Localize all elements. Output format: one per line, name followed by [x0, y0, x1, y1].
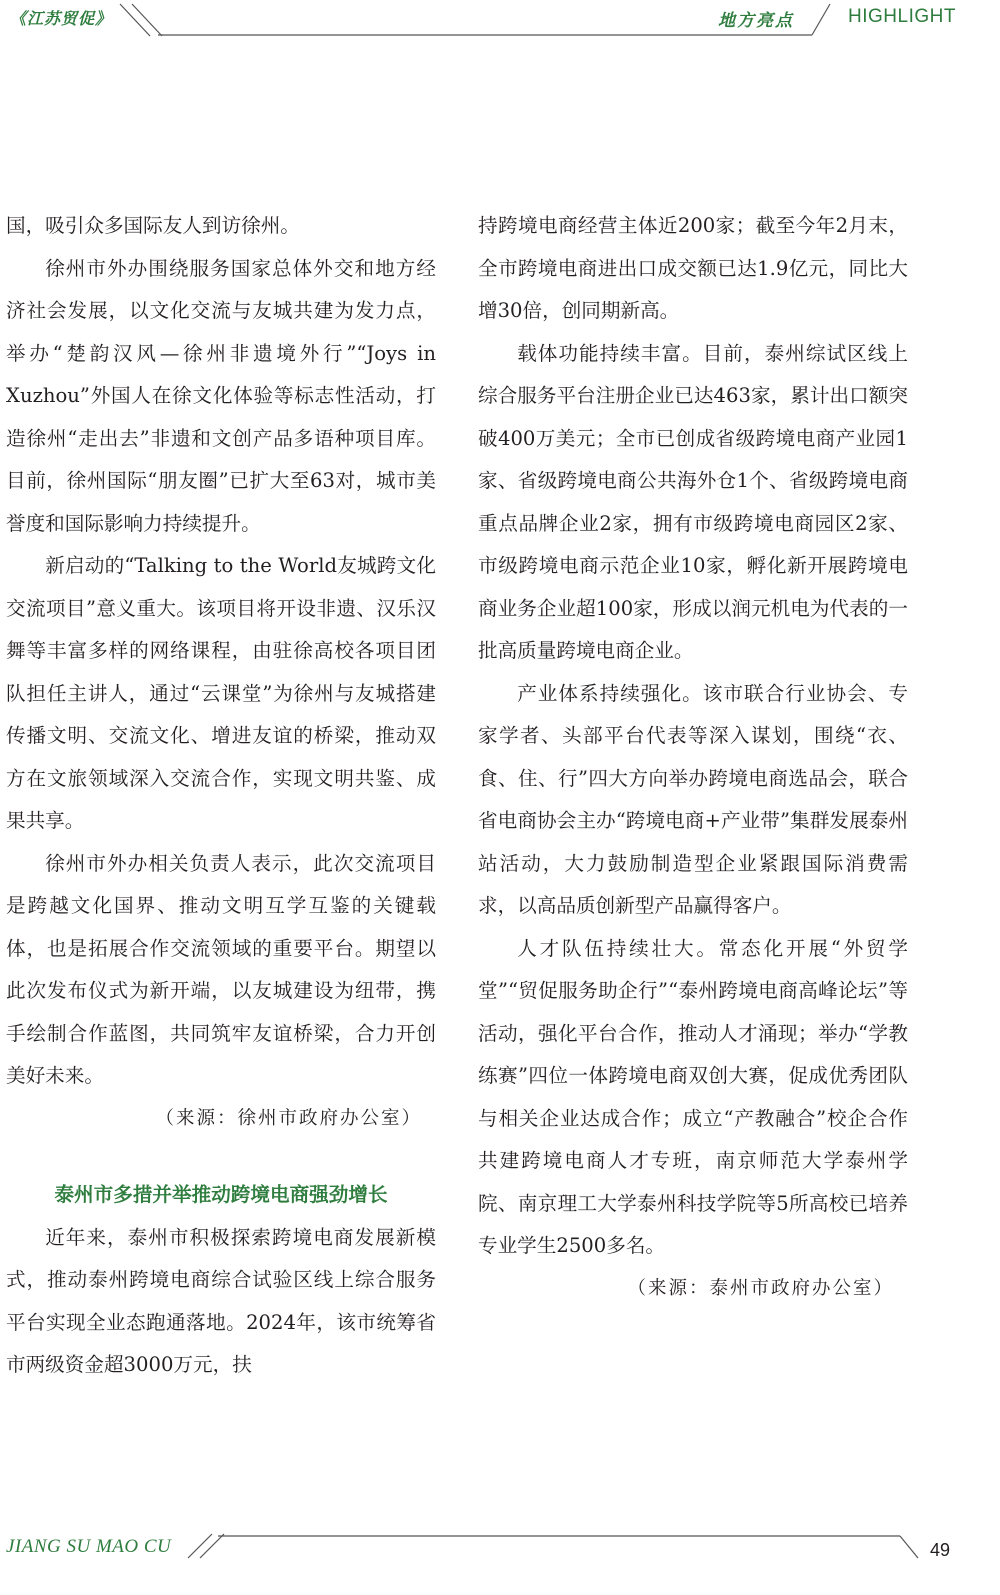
paragraph: 新启动的“Talking to the World友城跨文化交流项目”意义重大。该项目将开设非遗、汉乐汉舞等丰富多样的网络课程，由驻徐高校各项目团队担任主讲人，通过“云课堂”为徐州与友城搭建传播文明、交流文化、增进友谊的桥梁，推动双方在文旅领域深入交流合作，实现文明共鉴、成果共享。 — [6, 554, 436, 832]
paragraph: 近年来，泰州市积极探索跨境电商发展新模式，推动泰州跨境电商综合试验区线上综合服务平台实现全业态跑通落地。2024年，该市统筹省市两级资金超3000万元，扶 — [6, 1225, 436, 1376]
paragraph: 徐州市外办围绕服务国家总体外交和地方经济社会发展，以文化交流与友城共建为发力点，举办“楚韵汉风—徐州非遗境外行”“Joys in Xuzhou”外国人在徐文化体验等标志性活动，打造徐州“走出去”非遗和文创产品多语种项目库。目前，徐州国际“朋友圈”已扩大至63对，城市美誉度和国际影响力持续提升。 — [6, 256, 436, 535]
article-title: 泰州市多措并举推动跨境电商强劲增长 — [54, 1183, 388, 1206]
left-column — [6, 205, 436, 1387]
section-title: 地方亮点 — [718, 11, 794, 31]
paragraph: 持跨境电商经营主体近200家；截至今年2月末，全市跨境电商进出口成交额已达1.9亿元，同比大增30倍，创同期新高。 — [478, 214, 908, 322]
paragraph: 国，吸引众多国际友人到访徐州。 — [6, 214, 300, 237]
paragraph: 徐州市外办相关负责人表示，此次交流项目是跨越文化国界、推动文明互学互鉴的关键载体，也是拓展合作交流领域的重要平台。期望以此次发布仪式为新开端，以友城建设为纽带，携手绘制合作蓝图，共同筑牢友谊桥梁，合力开创美好未来。 — [6, 851, 436, 1087]
footer-magazine-name: JIANG SU MAO CU — [6, 1536, 172, 1557]
section-tag: HIGHLIGHT — [848, 6, 956, 27]
page-header — [0, 0, 1000, 40]
source-note: （来源：徐州市政府办公室） — [155, 1107, 422, 1129]
paragraph: 载体功能持续丰富。目前，泰州综试区线上综合服务平台注册企业已达463家，累计出口额突破400万美元；全市已创成省级跨境电商产业园1家、省级跨境电商公共海外仓1个、省级跨境电商重点品牌企业2家，拥有市级跨境电商园区2家、市级跨境电商示范企业10家，孵化新开展跨境电商业务企业超100家，形成以润元机电为代表的一批高质量跨境电商企业。 — [478, 341, 908, 662]
right-column — [478, 205, 908, 1310]
magazine-title: 《江苏贸促》 — [10, 9, 113, 28]
paragraph: 人才队伍持续壮大。常态化开展“外贸学堂”“贸促服务助企行”“泰州跨境电商高峰论坛”等活动，强化平台合作，推动人才涌现；举办“学教练赛”四位一体跨境电商双创大赛，促成优秀团队与相关企业达成合作；成立“产教融合”校企合作共建跨境电商人才专班，南京师范大学泰州学院、南京理工大学泰州科技学院等5所高校已培养专业学生2500多名。 — [478, 936, 908, 1257]
page-number: 49 — [930, 1540, 951, 1560]
spacer — [6, 1140, 436, 1174]
source-note: （来源：泰州市政府办公室） — [627, 1277, 894, 1299]
page-footer — [0, 1530, 1000, 1595]
paragraph: 产业体系持续强化。该市联合行业协会、专家学者、头部平台代表等深入谋划，围绕“衣、食、住、行”四大方向举办跨境电商选品会，联合省电商协会主办“跨境电商+产业带”集群发展泰州站活动，大力鼓励制造型企业紧跟国际消费需求，以高品质创新型产品赢得客户。 — [478, 681, 908, 917]
